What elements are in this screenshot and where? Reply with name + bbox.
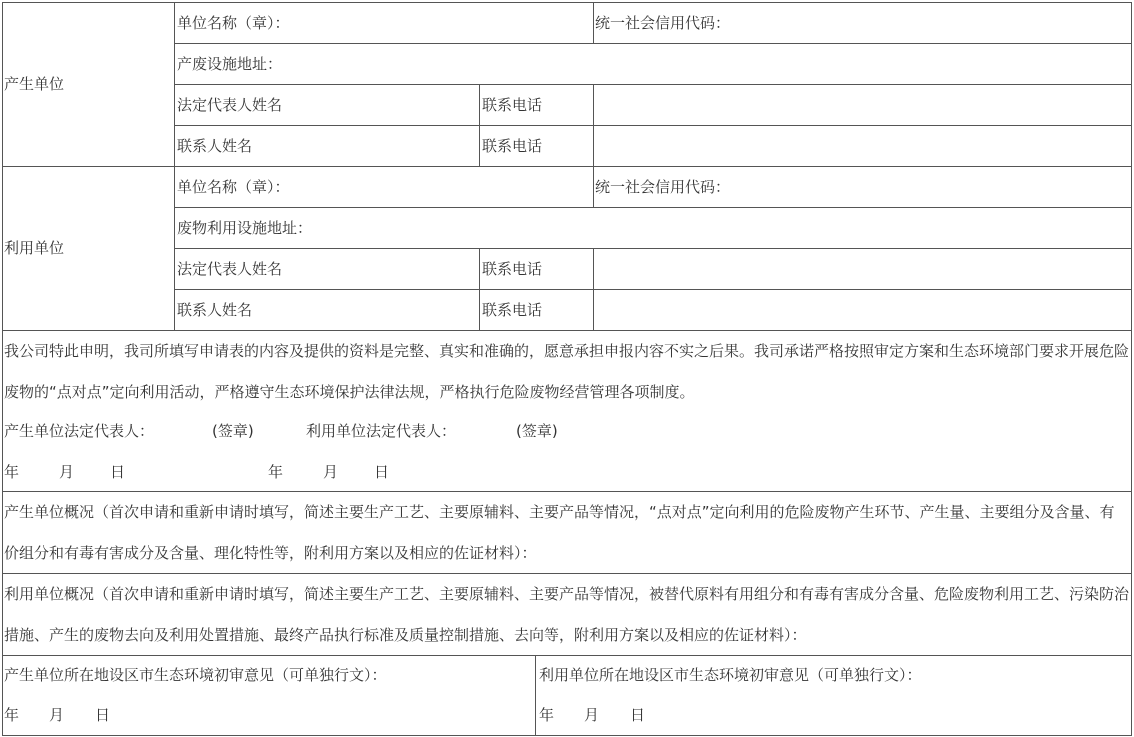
producer-review-date-day: 日: [95, 706, 111, 724]
user-date-day: 日: [374, 463, 390, 481]
border-line: [174, 43, 1132, 44]
producer-date-day: 日: [110, 463, 126, 481]
border-line: [1131, 2, 1132, 736]
producer-unit-name-label: 单位名称（章）：: [177, 14, 290, 32]
user-review-date-day: 日: [630, 706, 646, 724]
producer-rep-signature-label: 产生单位法定代表人：: [4, 422, 155, 440]
border-line: [535, 655, 536, 736]
producer-date-year: 年: [4, 463, 20, 481]
producer-seal-label: (签章): [212, 422, 254, 440]
producer-contact-label: 联系人姓名: [177, 137, 253, 155]
user-overview-text: 利用单位概况（首次申请和重新申请时填写，简述主要生产工艺、主要原辅料、主要产品等情况，被替代原料有用组分和有毒有害成分含量、危险废物利用工艺、污染防治措施、产生的废物去向及利用处置措施、最终产品执行标准及质量控制措施、去向等，附利用方案以及相应的佐证材料）：: [4, 585, 1130, 644]
producer-overview-text: 产生单位概况（首次申请和重新申请时填写，简述主要生产工艺、主要原辅料、主要产品等情况，“点对点”定向利用的危险废物产生环节、产生量、主要组分及含量、有价组分和有毒有害成分及含量、理化特性等，附利用方案以及相应的佐证材料）：: [4, 503, 1115, 562]
border-line: [174, 125, 1132, 126]
border-line: [2, 166, 1132, 167]
user-review-date-month: 月: [584, 706, 600, 724]
producer-legal-rep-phone-label: 联系电话: [482, 96, 543, 114]
producer-legal-rep-label: 法定代表人姓名: [177, 96, 283, 114]
border-line: [174, 207, 1132, 208]
border-line: [174, 289, 1132, 290]
border-line: [593, 2, 594, 44]
border-line: [174, 2, 175, 331]
producer-review-date-month: 月: [49, 706, 65, 724]
user-unit-name-label: 单位名称（章）：: [177, 178, 290, 196]
producer-review-date-year: 年: [4, 706, 20, 724]
border-line: [2, 2, 1132, 3]
border-line: [174, 248, 1132, 249]
user-legal-rep-label: 法定代表人姓名: [177, 260, 283, 278]
declaration-text: 我公司特此申明，我司所填写申请表的内容及提供的资料是完整、真实和准确的，愿意承担申报内容不实之后果。我司承诺严格按照审定方案和生态环境部门要求开展危险废物的“点对点”定向利用活动，严格遵守生态环境保护法律法规，严格执行危险废物经营管理各项制度。: [4, 342, 1130, 401]
user-facility-address-label: 废物利用设施地址：: [177, 219, 313, 237]
border-line: [174, 84, 1132, 85]
border-line: [593, 84, 594, 167]
user-seal-label: (签章): [516, 422, 558, 440]
producer-facility-address-label: 产废设施地址：: [177, 55, 283, 73]
producer-review-label: 产生单位所在地设区市生态环境初审意见（可单独行文）：: [4, 666, 387, 684]
user-credit-code-label: 统一社会信用代码：: [595, 178, 731, 196]
user-legal-rep-phone-label: 联系电话: [482, 260, 543, 278]
user-review-date-year: 年: [539, 706, 555, 724]
border-line: [593, 248, 594, 331]
border-line: [2, 735, 1132, 736]
user-contact-phone-label: 联系电话: [482, 301, 543, 319]
border-line: [479, 248, 480, 331]
user-section-label: 利用单位: [4, 239, 65, 257]
user-review-label: 利用单位所在地设区市生态环境初审意见（可单独行文）：: [539, 666, 922, 684]
border-line: [2, 2, 3, 736]
user-contact-label: 联系人姓名: [177, 301, 253, 319]
user-date-year: 年: [268, 463, 284, 481]
border-line: [593, 166, 594, 208]
user-date-month: 月: [323, 463, 339, 481]
producer-section-label: 产生单位: [4, 75, 65, 93]
producer-credit-code-label: 统一社会信用代码：: [595, 14, 731, 32]
producer-contact-phone-label: 联系电话: [482, 137, 543, 155]
border-line: [479, 84, 480, 167]
user-rep-signature-label: 利用单位法定代表人：: [306, 422, 457, 440]
producer-date-month: 月: [59, 463, 75, 481]
